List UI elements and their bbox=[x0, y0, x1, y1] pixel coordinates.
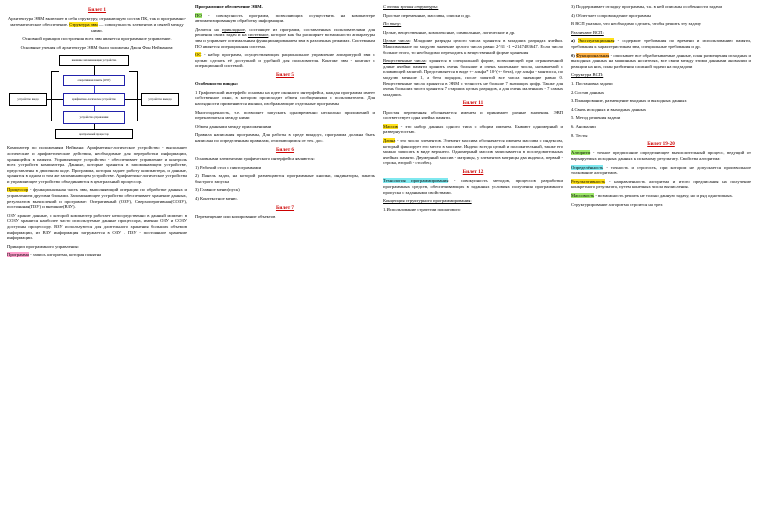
text-run: Основные учения об архитектуре ЭВМ были заложены Джон Фон Нейманом: bbox=[20, 44, 174, 50]
paragraph bbox=[571, 72, 751, 78]
connector-line bbox=[51, 71, 52, 121]
text-run: Простые переменные, массивы, списки и др. bbox=[383, 12, 471, 18]
control-unit-box: устройство управления bbox=[63, 111, 125, 124]
section-header: Билет 6 bbox=[275, 146, 295, 153]
text-run: Длина bbox=[383, 138, 396, 144]
paragraph bbox=[195, 81, 375, 87]
paragraph bbox=[7, 16, 187, 33]
ram-box: оперативная память (ОЗУ) bbox=[63, 75, 125, 86]
paragraph bbox=[571, 90, 751, 96]
text-run: С точки зрения структуры: bbox=[383, 4, 439, 9]
text-run: Принцип программного управления: bbox=[7, 243, 79, 249]
section-header: Билет 11 bbox=[462, 100, 484, 107]
paragraph bbox=[571, 202, 751, 208]
paragraph bbox=[195, 52, 375, 69]
text-run: По типу: bbox=[383, 21, 402, 27]
paragraph bbox=[571, 38, 751, 49]
text-run: ОС bbox=[195, 52, 202, 58]
paragraph bbox=[195, 156, 375, 162]
text-run: : Младшие разряды целого числа хранятся в младших разрядах ячейки. Максимальное по модулю значение целого числа равно 2^31 -1 =2147483647. Если число больше этого, то необходимо переходить к вещественной форме хранения bbox=[383, 38, 564, 55]
text-run: отражающую состав ПК, так и программно-математическое обеспечение. bbox=[10, 16, 187, 27]
text-run: - запись алгоритма, которая понятна bbox=[28, 252, 102, 258]
paragraph bbox=[571, 107, 751, 113]
column-2 bbox=[191, 4, 379, 527]
paragraph bbox=[571, 21, 751, 27]
column-3 bbox=[379, 4, 567, 527]
text-run: — совокупность элементов и связей между ними. bbox=[91, 21, 184, 33]
text-run: Результативность bbox=[571, 178, 606, 184]
text-run: 2) Панель задач, на которой размещаются программные кнопки, индикаторы, панель быстрого запуска bbox=[195, 173, 375, 184]
text-run: - набор программ, осуществляющих рациональное управление аппаратурой эвм с целью сделать её доступной и удобной для пользователя. Контакт эвм - контакт с операционной системой. bbox=[195, 52, 375, 69]
paragraph bbox=[7, 213, 187, 241]
paragraph bbox=[571, 81, 751, 87]
paragraph bbox=[7, 252, 187, 258]
text-run: Целые, вещественные, комплексные, символьные, логические и др. bbox=[383, 29, 516, 35]
paragraph bbox=[571, 133, 751, 139]
text-run: 3) Поддерживает отладку программы, т.к. в ней описаны особенности задачи bbox=[571, 4, 722, 9]
text-run: - это набор данных одного типа с общим именем. Бывают одномерный и развернутостью. bbox=[383, 123, 563, 135]
paragraph bbox=[195, 187, 375, 193]
text-run: - совокупность программ, позволяющих осуществить на компьютере автоматизированную обработку информации. bbox=[195, 12, 375, 24]
paragraph bbox=[571, 179, 751, 190]
text-run: , состоящее из программ, составленных пользователями для решения своих задач и на bbox=[195, 26, 375, 38]
paragraph bbox=[195, 4, 375, 10]
text-run: Эксплуатационная bbox=[578, 38, 615, 44]
text-run: 4.Связь исходных и выходных данных bbox=[571, 106, 646, 112]
text-run: Массовость bbox=[571, 193, 595, 198]
text-run: Особенности винды: bbox=[195, 81, 239, 87]
paragraph bbox=[383, 178, 563, 195]
text-run: 4) Облегчает сопровождение программы bbox=[571, 12, 651, 18]
paragraph bbox=[383, 21, 563, 27]
connector-line bbox=[94, 66, 95, 75]
text-run: а) bbox=[571, 38, 578, 44]
connector-line bbox=[137, 71, 138, 121]
section-header: Билет 1 bbox=[87, 7, 107, 13]
paragraph bbox=[195, 27, 375, 49]
paragraph bbox=[571, 4, 751, 10]
paragraph bbox=[7, 45, 187, 51]
text-run: ПО bbox=[195, 12, 202, 18]
text-run: Концепция структурного программирования: bbox=[383, 198, 472, 204]
paragraph bbox=[383, 38, 563, 55]
text-run: 4) Контекстное меню. bbox=[195, 195, 238, 201]
text-run: Структурирование алгоритма строится на трех bbox=[571, 201, 663, 207]
paragraph bbox=[195, 13, 375, 24]
section-header: Билет 7 bbox=[275, 204, 295, 211]
text-run: Программа bbox=[7, 252, 29, 258]
paragraph bbox=[571, 150, 751, 161]
text-run: Определённость bbox=[571, 164, 604, 170]
paragraph bbox=[571, 30, 751, 36]
text-run: Процессор bbox=[7, 187, 29, 193]
text-run: Правила написания программы, Для работы в среде виндоус, программа должна быть написана по определенным правилам, отличающимся от тех. дос. bbox=[195, 132, 375, 144]
text-run: 3) Главное меню(пуск) bbox=[195, 187, 240, 193]
paragraph bbox=[383, 110, 563, 121]
text-run: Функциональная bbox=[576, 52, 610, 58]
paragraph bbox=[195, 214, 375, 220]
paragraph bbox=[7, 244, 187, 250]
text-run: 1. Постановка задачи bbox=[571, 80, 613, 86]
paragraph bbox=[571, 124, 751, 130]
paragraph bbox=[383, 13, 563, 19]
text-run: Простая переменная обозначается именем и принимает разные значения. ЭВП соответствует одна ячейка памяти. bbox=[383, 109, 563, 121]
paragraph bbox=[195, 90, 375, 107]
text-run: 1 Графический интерфейс основан на идее оконного интерфейса, каждая программа имеет собственное окно, в котором происходит обмен сообщениями с пользователем. Для наглядности применяются иконки, изображающие отдельные программы bbox=[195, 89, 375, 107]
connector-line bbox=[47, 99, 63, 100]
text-run: - содержит требования по времени и использованию памяти, требования к характеристикам эвм, специальные требования и др. bbox=[571, 38, 751, 49]
paragraph bbox=[571, 193, 751, 199]
text-run: - функциональная часть эвм, выполняющий операции по обработке данных и управлением другими блоками. Запоминающее устройство обеспечивает хранение данных, результатов вычислений и программе: Оперативный (ОЗУ), Сверхоперативная(СОЗУ), постоянная(ПЗУ) и внешние(ВЗУ). bbox=[7, 187, 187, 210]
text-run: Основной принцип построения всех эвм является программное управление. bbox=[22, 36, 172, 42]
text-run: Делится на bbox=[195, 26, 222, 32]
text-run: Целые числа bbox=[383, 38, 410, 44]
text-run: Структура эвм bbox=[69, 21, 98, 27]
text-run: прикладное bbox=[222, 26, 245, 32]
cpu-box: центральный процессор bbox=[55, 129, 133, 139]
text-run: системное bbox=[248, 32, 269, 38]
text-run: - совокупность методов, процессов разработки программных средств, обеспечивающих в заданных условиях получения программного пропуска с заданными свойствами. bbox=[383, 178, 564, 195]
text-run: ОЗУ хранит данные, с которой компьютер работает непосредственно в данный момент: в СОЗУ хранятся наиболее часто используемые данные процессора, именно ОЗУ и СОЗУ доступны процессору. ВЗУ используются для длительного хранения больших объемов информации, из ВЗУ информация загружается в ОЗУ . ПЗУ - постоянное хранение информации. bbox=[7, 212, 187, 241]
alu-box: арифметико-логическое устройство bbox=[63, 93, 125, 106]
external-storage-box: внешние запоминающие устройства bbox=[59, 55, 129, 66]
paragraph bbox=[571, 13, 751, 19]
text-run: Технология программирования bbox=[383, 178, 449, 184]
text-run: Алгоритм bbox=[571, 150, 591, 156]
paragraph bbox=[7, 145, 187, 184]
text-run: - это число элементов. Элемент массива обозначается именем массива с индексом, который фиксирует его место в массиве. Индекс всегда целый и положительный, также его можно записать в виде верхнего. Одномерный массив записывается в последовательных ячейках памяти. Двумерный массив - матрицы, у элементов матрицы два индекса, первый - строка, второй - столбец. bbox=[383, 138, 563, 166]
paragraph bbox=[195, 124, 375, 130]
paragraph bbox=[383, 138, 563, 166]
text-run: В ВСП указано, что необходимо сделать, чтобы решить эту задачу bbox=[571, 21, 702, 27]
text-run: 1.Использование стратегии пошагового bbox=[383, 206, 461, 212]
connector-line bbox=[125, 99, 141, 100]
text-run: Структура ВСП: bbox=[571, 72, 604, 78]
text-run: Программное обеспечение ЭВМ. bbox=[195, 4, 263, 9]
connector-line bbox=[94, 106, 95, 111]
output-device-box: устройство вывода bbox=[141, 93, 179, 106]
section-header: Билет 12 bbox=[462, 169, 484, 175]
paragraph bbox=[195, 196, 375, 202]
text-run: Массив bbox=[383, 123, 398, 129]
paragraph bbox=[195, 165, 375, 171]
text-run: Архитектура ЭВМ включает в себя структуру, bbox=[7, 16, 100, 22]
section-header: Билет 19-20 bbox=[647, 141, 675, 148]
paragraph bbox=[383, 30, 563, 36]
von-neumann-architecture-diagram bbox=[7, 53, 187, 141]
text-run: Многозадачность, т.е. позволяет запускать одновременно несколько приложений и переключаться между ними bbox=[195, 109, 375, 121]
text-run: , которое как бы расширяет возможности аппаратуры эвм и управляет оптимальным функционированием эвм в различных режимах. Системным ПО является операционная система. bbox=[195, 32, 375, 49]
paragraph bbox=[7, 36, 187, 42]
text-run: 3.Планирование, размещение входных и выходных данных bbox=[571, 98, 687, 104]
text-run: - возможность решить не только данную задачу, но и ряд однотипных. bbox=[594, 193, 734, 198]
connector-line bbox=[94, 86, 95, 93]
text-run: 2.Состав данных bbox=[571, 89, 605, 95]
paragraph bbox=[195, 110, 375, 121]
paragraph bbox=[383, 207, 563, 213]
column-4 bbox=[567, 4, 755, 527]
paragraph bbox=[383, 4, 563, 10]
text-run: - точность и строгость, при котором не допускается произвольное толкование алгоритмов. bbox=[571, 164, 751, 176]
section-header: Билет 5 bbox=[275, 71, 295, 78]
text-run: 1) Рабочий стол с пиктограммами bbox=[195, 164, 262, 170]
paragraph bbox=[7, 187, 187, 209]
connector-line bbox=[129, 71, 137, 72]
connector-line bbox=[94, 124, 95, 129]
text-run: Вещественные числа bbox=[383, 58, 426, 64]
paragraph bbox=[383, 58, 563, 97]
text-run: Различают ВСП: bbox=[571, 29, 604, 35]
text-run: Компьютер по положениям Неймана: Арифметико-логическое устройство - выполняет логические и арифметические действия, необходимые для переработки информации, хранящейся в памяти. Управляющее устройство - обеспечивает управление и контроль всех устройств компьютера. Данные, которые хранятся в запоминающем устройстве, представлены в двоичном коде. Программа, которая задает работу компьютера, и данные, хранятся в одном и том же запоминающем устройстве. Арифметико-логическое устройства и управляющее устройство объединяются в центральный процессор. bbox=[7, 145, 187, 184]
text-run: - направленность алгоритма и итого предписания на получение конкретного результата, путем конечных числа вычисления. bbox=[571, 178, 751, 190]
text-run: - точное предписание определяющее вычислительный процесс, ведущий от варьируемых исходных данных к искомому результату. Свойства алгоритма: bbox=[571, 150, 751, 162]
paragraph bbox=[195, 173, 375, 184]
text-run: - описывает все обрабатываемые данные, план размещения исходных и выходных данных на машинных носителях, все связи между этими данными аномалии и реакции на них, план разбиения сложной задачи на подзадачи bbox=[571, 52, 751, 69]
text-run: 5. Метод решения задачи bbox=[571, 115, 621, 121]
text-run: Основными элементами графического интерфейса являются: bbox=[195, 155, 315, 161]
text-run: 8. Тесты bbox=[571, 132, 588, 138]
paragraph bbox=[195, 132, 375, 143]
text-run: б) bbox=[571, 52, 577, 58]
paragraph bbox=[571, 53, 751, 70]
text-run: 6. Аномалии bbox=[571, 123, 596, 129]
text-run: Обмен данными между приложениями bbox=[195, 123, 272, 129]
column-1 bbox=[3, 4, 191, 527]
text-run: : хранятся в специальной форме, позволяющей при ограниченной длине ячейки памяти хранить очень большие и очень маленькие числа, называемой с плавающей запятой. Представляется в виде +- альфа* 10^(+- бета), где альфа - мантисса, по модулю меньше 1, а бета порядок, после запятой все числа значащие равно 0. Вещественные числа хранятся в ЭВМ с точность не больше 7 значащих цифр. Также для очень больших чисел хранятся 7 старших целых разрядов, а для очень маленьких - 7 самых младших. bbox=[383, 58, 563, 97]
paragraph bbox=[571, 98, 751, 104]
connector-line bbox=[51, 71, 59, 72]
text-run: Перемещение или копирование объектов bbox=[195, 213, 276, 219]
paragraph bbox=[383, 124, 563, 135]
input-device-box: устройство ввода bbox=[9, 93, 47, 106]
paragraph bbox=[571, 165, 751, 176]
paragraph bbox=[383, 198, 563, 204]
paragraph bbox=[571, 115, 751, 121]
